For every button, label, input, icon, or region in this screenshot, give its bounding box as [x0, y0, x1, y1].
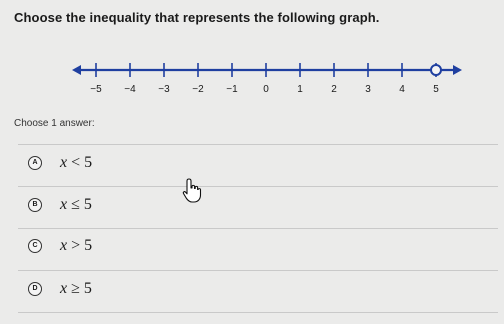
tick-label: 5 — [433, 84, 439, 95]
number-line — [70, 52, 465, 97]
choice-c[interactable] — [28, 231, 92, 261]
left-arrow-icon — [72, 65, 81, 75]
choice-letter-a: A — [28, 156, 42, 170]
choice-b-expression: x ≤ 5 — [60, 196, 92, 213]
divider — [18, 186, 498, 187]
choice-d-expression: x ≥ 5 — [60, 280, 92, 297]
hand-pointer-icon — [182, 178, 204, 204]
tick-label: −1 — [226, 84, 238, 95]
tick-label: −3 — [158, 84, 170, 95]
open-circle-marker — [431, 65, 441, 75]
tick-label: −2 — [192, 84, 204, 95]
choice-c-expression: x > 5 — [60, 237, 93, 254]
divider — [18, 144, 498, 145]
tick-label: 0 — [263, 84, 269, 95]
choice-letter-b: B — [28, 198, 42, 212]
choice-letter-c: C — [28, 239, 42, 253]
tick-label: 3 — [365, 84, 371, 95]
choice-d[interactable] — [28, 274, 92, 304]
question-text: Choose the inequality that represents the following graph. — [14, 10, 380, 25]
divider — [18, 270, 498, 271]
tick-label: −4 — [124, 84, 136, 95]
tick-label: −5 — [90, 84, 102, 95]
choice-b[interactable] — [28, 190, 92, 220]
tick-label: 4 — [399, 84, 405, 95]
divider — [18, 228, 498, 229]
choice-letter-d: D — [28, 282, 42, 296]
tick-label: 1 — [297, 84, 303, 95]
choice-a[interactable] — [28, 148, 92, 178]
tick-label: 2 — [331, 84, 337, 95]
choose-prompt: Choose 1 answer: — [14, 118, 95, 129]
choice-a-expression: x < 5 — [60, 154, 93, 171]
right-arrow-icon — [453, 65, 462, 75]
divider — [18, 312, 498, 313]
